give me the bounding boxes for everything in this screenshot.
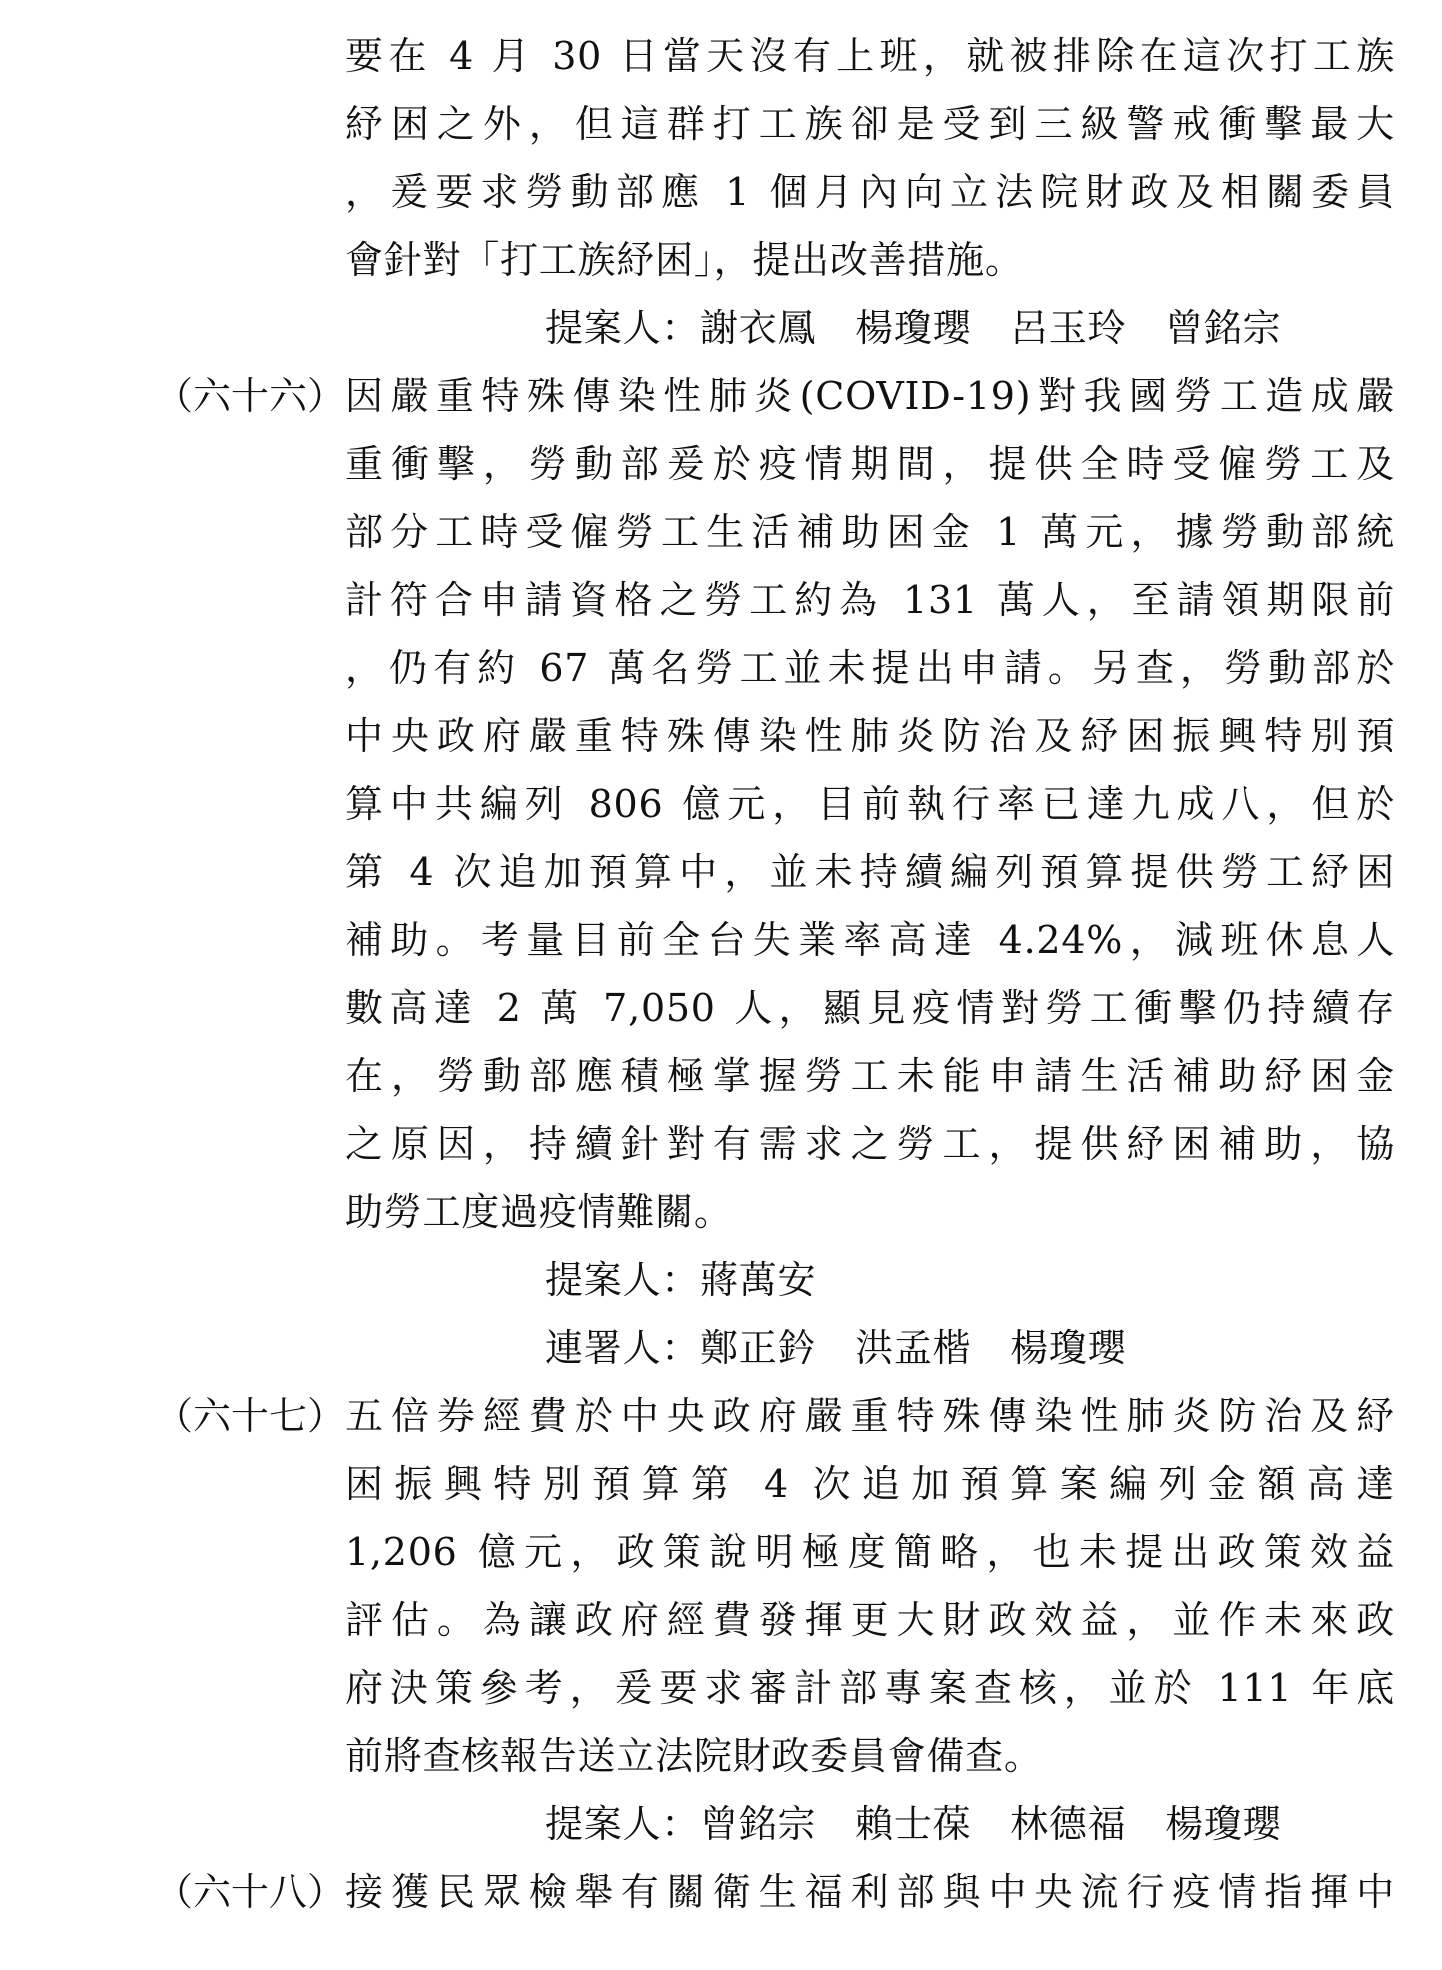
item-66-proposers: 提案人：蔣萬安 bbox=[545, 1258, 817, 1302]
item-68-number: （六十八） bbox=[155, 1870, 346, 1914]
item-67-proposers: 提案人：曾銘宗 賴士葆 林德福 楊瓊瓔 bbox=[545, 1802, 1282, 1846]
intro-line-3: ，爰要求勞動部應 1 個月內向立法院財政及相關委員 bbox=[345, 170, 1395, 214]
item-66-line-11: 在，勞動部應積極掌握勞工未能申請生活補助紓困金 bbox=[345, 1054, 1395, 1098]
item-66-line-1: 因嚴重特殊傳染性肺炎(COVID-19)對我國勞工造成嚴 bbox=[345, 374, 1395, 418]
item-67-line-2: 困振興特別預算第 4 次追加預算案編列金額高達 bbox=[345, 1462, 1395, 1506]
item-66-cosigners: 連署人：鄭正鈐 洪孟楷 楊瓊瓔 bbox=[545, 1326, 1127, 1370]
item-67-number: （六十七） bbox=[155, 1394, 346, 1438]
item-66-line-3: 部分工時受僱勞工生活補助困金 1 萬元，據勞動部統 bbox=[345, 510, 1395, 554]
item-66-line-2: 重衝擊，勞動部爰於疫情期間，提供全時受僱勞工及 bbox=[345, 442, 1395, 486]
intro-line-2: 紓困之外，但這群打工族卻是受到三級警戒衝擊最大 bbox=[345, 102, 1395, 146]
item-66-line-7: 算中共編列 806 億元，目前執行率已達九成八，但於 bbox=[345, 782, 1395, 826]
item-66-line-4: 計符合申請資格之勞工約為 131 萬人，至請領期限前 bbox=[345, 578, 1395, 622]
intro-line-4: 會針對「打工族紓困」，提出改善措施。 bbox=[345, 238, 1024, 282]
item-66-line-8: 第 4 次追加預算中，並未持續編列預算提供勞工紓困 bbox=[345, 850, 1395, 894]
item-67-line-1: 五倍券經費於中央政府嚴重特殊傳染性肺炎防治及紓 bbox=[345, 1394, 1395, 1438]
item-66-number: （六十六） bbox=[155, 374, 346, 418]
item-66-line-12: 之原因，持續針對有需求之勞工，提供紓困補助，協 bbox=[345, 1122, 1395, 1166]
item-67-line-4: 評估。為讓政府經費發揮更大財政效益，並作未來政 bbox=[345, 1598, 1395, 1642]
item-66-line-10: 數高達 2 萬 7,050 人，顯見疫情對勞工衝擊仍持續存 bbox=[345, 986, 1395, 1030]
item-66-line-13: 助勞工度過疫情難關。 bbox=[345, 1190, 733, 1234]
item-68-line-1: 接獲民眾檢舉有關衛生福利部與中央流行疫情指揮中 bbox=[345, 1870, 1395, 1914]
item-67-line-6: 前將查核報告送立法院財政委員會備查。 bbox=[345, 1734, 1043, 1778]
item-66-line-6: 中央政府嚴重特殊傳染性肺炎防治及紓困振興特別預 bbox=[345, 714, 1395, 758]
intro-line-1: 要在 4 月 30 日當天沒有上班，就被排除在這次打工族 bbox=[345, 34, 1395, 78]
item-67-line-5: 府決策參考，爰要求審計部專案查核，並於 111 年底 bbox=[345, 1666, 1395, 1710]
item-66-line-9: 補助。考量目前全台失業率高達 4.24%，減班休息人 bbox=[345, 918, 1395, 962]
item-66-line-5: ，仍有約 67 萬名勞工並未提出申請。另查，勞動部於 bbox=[345, 646, 1395, 690]
intro-proposers: 提案人：謝衣鳳 楊瓊瓔 呂玉玲 曾銘宗 bbox=[545, 306, 1282, 350]
item-67-line-3: 1,206 億元，政策說明極度簡略，也未提出政策效益 bbox=[345, 1530, 1395, 1574]
